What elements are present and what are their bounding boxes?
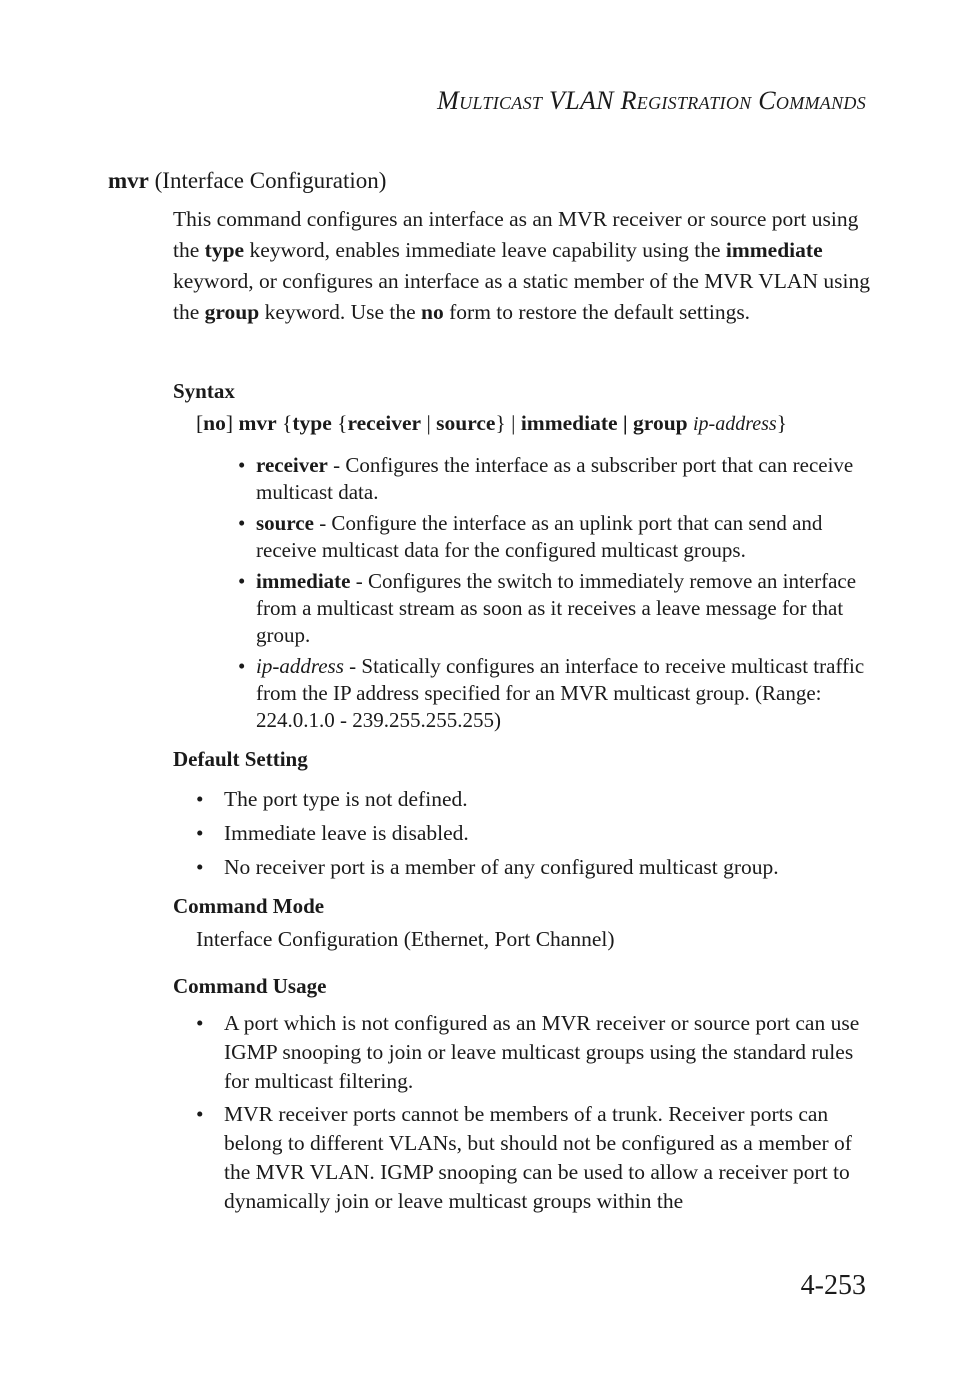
list-item: • MVR receiver ports cannot be members of a trunk. Receiver ports can belong to different VLANs, but should not be configured as a member of the MVR VLAN. IGMP snooping can be used to allow a receiver port to dynamically join or leave multicast groups within the (196, 1102, 852, 1213)
list-item: • A port which is not configured as an MVR receiver or source port can use IGMP snooping to join or leave multicast groups using the standard rules for multicast filtering. (196, 1011, 860, 1093)
command-description: This command configures an interface as an MVR receiver or source port using the type keyword, enables immediate leave capability using the immediate keyword, or configures an interface as a static member of the MVR VLAN using the group keyword. Use the no form to restore the default settings. (173, 207, 870, 324)
command-usage-list (196, 1009, 876, 1216)
bullet: • (196, 1011, 204, 1035)
page-number: 4-253 (800, 1270, 866, 1301)
param-source: • source - Configure the interface as an uplink port that can send and receive multicast data for the configured multicast groups. (238, 511, 823, 562)
parameter-list (238, 452, 868, 738)
bullet: • (238, 453, 246, 477)
command-context: (Interface Configuration) (154, 168, 387, 193)
list-item: • The port type is not defined. (196, 782, 876, 816)
command-title (108, 168, 386, 194)
syntax-heading: Syntax (173, 379, 235, 403)
syntax-line: [no] mvr {type {receiver | source} | immediate | group ip-address} (196, 411, 788, 435)
bullet: • (196, 855, 204, 879)
command-mode-text: Interface Configuration (Ethernet, Port Channel) (196, 927, 615, 951)
list-item: • Immediate leave is disabled. (196, 816, 876, 850)
running-header: MULTICAST VLAN REGISTRATION COMMANDS (437, 86, 866, 115)
bullet: • (238, 654, 246, 678)
default-setting-heading: Default Setting (173, 747, 308, 771)
list-item: • No receiver port is a member of any configured multicast group. (196, 850, 876, 884)
command-mode-heading: Command Mode (173, 894, 325, 918)
default-setting-list (196, 782, 876, 884)
bullet: • (238, 569, 246, 593)
bullet: • (196, 1102, 204, 1126)
bullet: • (196, 787, 204, 811)
command-name: mvr (108, 168, 149, 193)
bullet: • (238, 511, 246, 535)
bullet: • (196, 821, 204, 845)
param-ip-address: • ip-address - Statically configures an interface to receive multicast traffic from the IP address specified for an MVR multicast group. (Range: 224.0.1.0 - 239.255.255.255) (238, 654, 865, 732)
param-receiver: • receiver - Configures the interface as a subscriber port that can receive multicast data. (238, 453, 854, 504)
param-immediate: • immediate - Configures the switch to immediately remove an interface from a multicast stream as soon as it receives a leave message for that group. (238, 569, 857, 647)
command-usage-heading: Command Usage (173, 974, 327, 998)
